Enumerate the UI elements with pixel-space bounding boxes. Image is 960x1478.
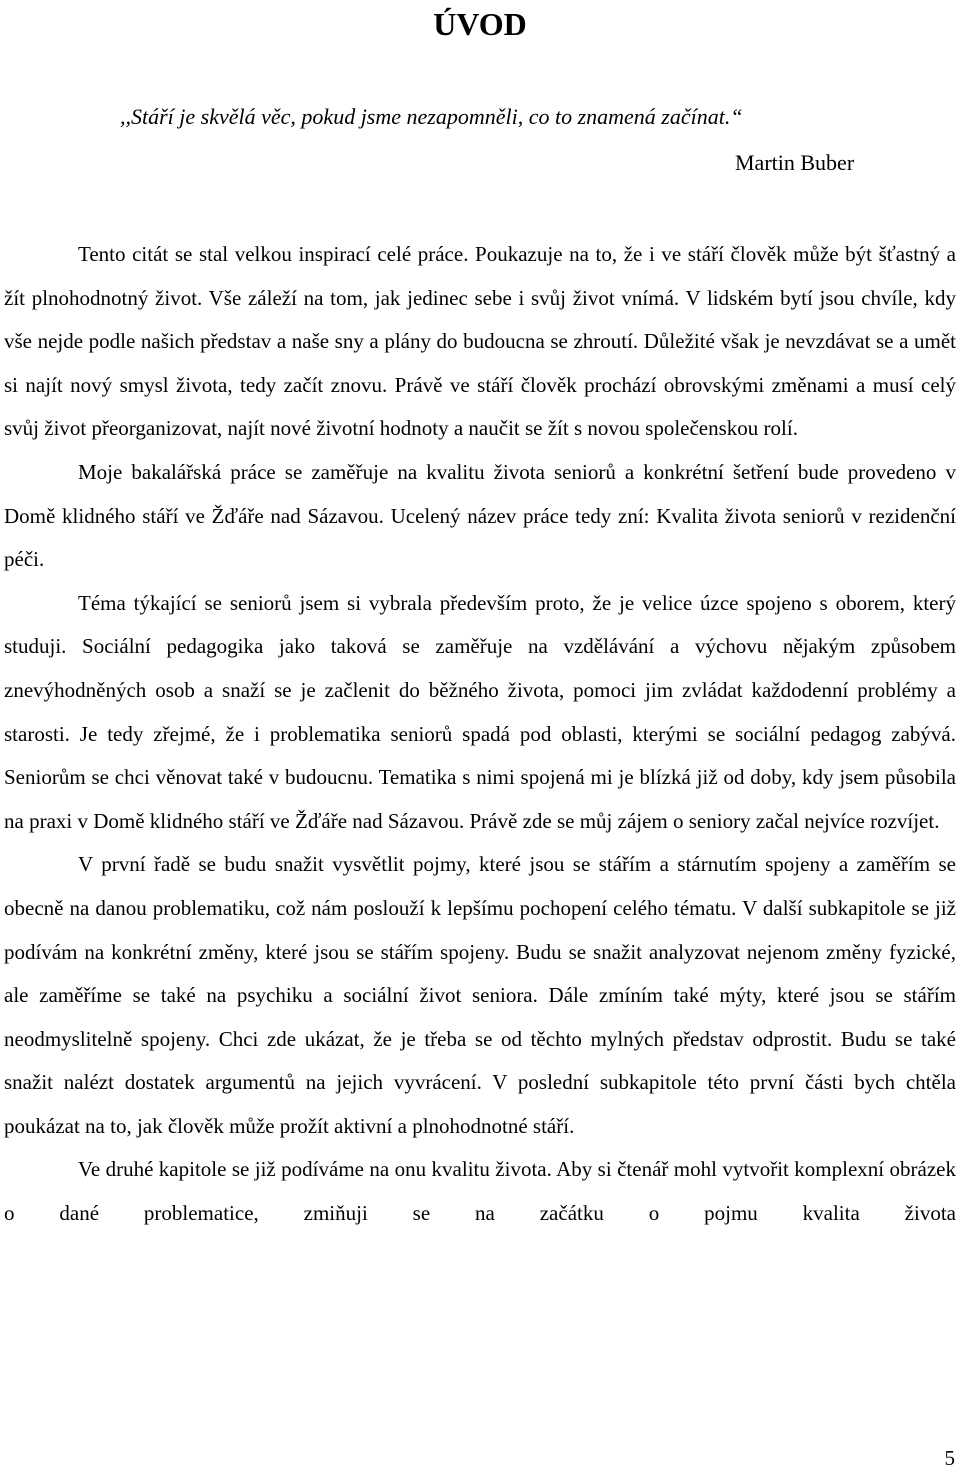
motto-quote: ,,Stáří je skvělá věc, pokud jsme nezapomněli, co to znamená začínat.“ — [120, 104, 743, 129]
motto-author: Martin Buber — [735, 150, 855, 175]
paragraph-1: Tento citát se stal velkou inspirací celé práce. Poukazuje na to, že i ve stáří člověk může být šťastný a žít plnohodnotný život. Vše záleží na tom, jak jedinec sebe i svůj život vnímá. V lidském bytí jsou chvíle, kdy vše nejde podle našich představ a naše sny a plány do budoucna se zhroutí. Důležité však je nevzdávat se a umět si najít nový smysl života, tedy začít znovu. Právě ve stáří člověk prochází obrovskými změnami a musí celý svůj život přeorganizovat, najít nové životní hodnoty a naučit se žít s novou společenskou rolí. — [4, 242, 956, 441]
paragraph-5: Ve druhé kapitole se již podíváme na onu kvalitu života. Aby si čtenář mohl vytvořit komplexní obrázek o dané problematice, zmiňuji se na začátku o pojmu kvalita života — [4, 1157, 956, 1226]
paragraph-3: Téma týkající se seniorů jsem si vybrala především proto, že je velice úzce spojeno s oborem, který studuji. Sociální pedagogika jako taková se zaměřuje na vzdělávání a výchovu nějakým způsobem znevýhodněných osob a snaží se je začlenit do běžného života, pomoci jim zvládat každodenní problémy a starosti. Je tedy zřejmé, že i problematika seniorů spadá pod oblasti, kterými se sociální pedagog zabývá. Seniorům se chci věnovat také v budoucnu. Tematika s nimi spojená mi je blízká již od doby, kdy jsem působila na praxi v Domě klidného stáří ve Žďáře nad Sázavou. Právě zde se můj zájem o seniory začal nejvíce rozvíjet. — [4, 590, 956, 833]
paragraph-2: Moje bakalářská práce se zaměřuje na kvalitu života seniorů a konkrétní šetření bude provedeno v Domě klidného stáří ve Žďáře nad Sázavou. Ucelený název práce tedy zní: Kvalita života seniorů v rezidenční péči. — [4, 459, 956, 572]
page-number: 5 — [944, 1446, 955, 1470]
page-title: ÚVOD — [433, 6, 527, 42]
body-text — [4, 233, 956, 1236]
paragraph-4: V první řadě se budu snažit vysvětlit pojmy, které jsou se stářím a stárnutím spojeny a zaměřím se obecně na danou problematiku, což nám poslouží k lepšímu pochopení celého tématu. V další subkapitole se již podívám na konkrétní změny, které jsou se stářím spojeny. Budu se snažit analyzovat nejenom změny fyzické, ale zaměříme se také na psychiku a sociální život seniora. Dále zmíním také mýty, které jsou se stářím neodmyslitelně spojeny. Chci zde ukázat, že je třeba se od těchto mylných představ odprostit. Budu se také snažit nalézt dostatek argumentů na jejich vyvrácení. V poslední subkapitole této první části bych chtěla poukázat na to, jak člověk může prožít aktivní a plnohodnotné stáří. — [4, 852, 956, 1138]
